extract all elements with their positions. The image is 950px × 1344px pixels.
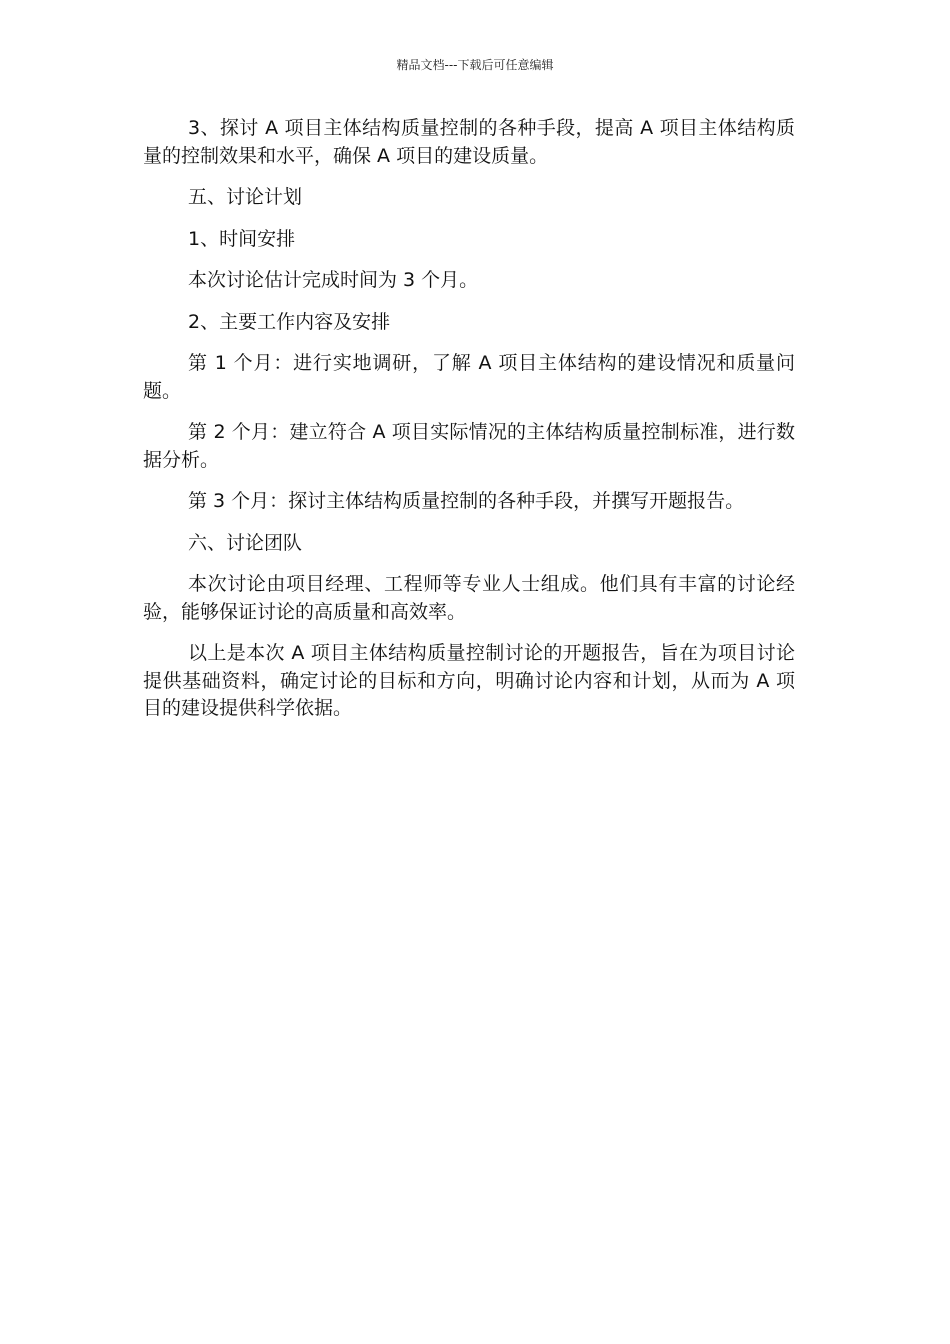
document-body [143,115,795,737]
section-heading-team: 六、讨论团队 [188,531,303,554]
paragraph-team: 本次讨论由项目经理、工程师等专业人士组成。他们具有丰富的讨论经验，能够保证讨论的高质量和高效率。 [143,573,795,623]
subheading-schedule: 1、时间安排 [188,227,296,250]
paragraph-month-2: 第 2 个月：建立符合 A 项目实际情况的主体结构质量控制标准，进行数据分析。 [143,421,795,471]
subheading-work-content: 2、主要工作内容及安排 [188,310,391,333]
page-header: 精品文档---下载后可任意编辑 [396,58,554,72]
paragraph-month-1: 第 1 个月：进行实地调研，了解 A 项目主体结构的建设情况和质量问题。 [143,352,795,402]
section-heading-plan: 五、讨论计划 [188,186,303,208]
paragraph-month-3: 第 3 个月：探讨主体结构质量控制的各种手段，并撰写开题报告。 [188,490,745,512]
paragraph-conclusion: 以上是本次 A 项目主体结构质量控制讨论的开题报告，旨在为项目讨论提供基础资料，确定讨论的目标和方向，明确讨论内容和计划，从而为 A 项目的建设提供科学依据。 [143,642,795,719]
paragraph-duration: 本次讨论估计完成时间为 3 个月。 [188,269,479,291]
paragraph-goal-3: 3、探讨 A 项目主体结构质量控制的各种手段，提高 A 项目主体结构质量的控制效果和水平，确保 A 项目的建设质量。 [143,117,795,167]
